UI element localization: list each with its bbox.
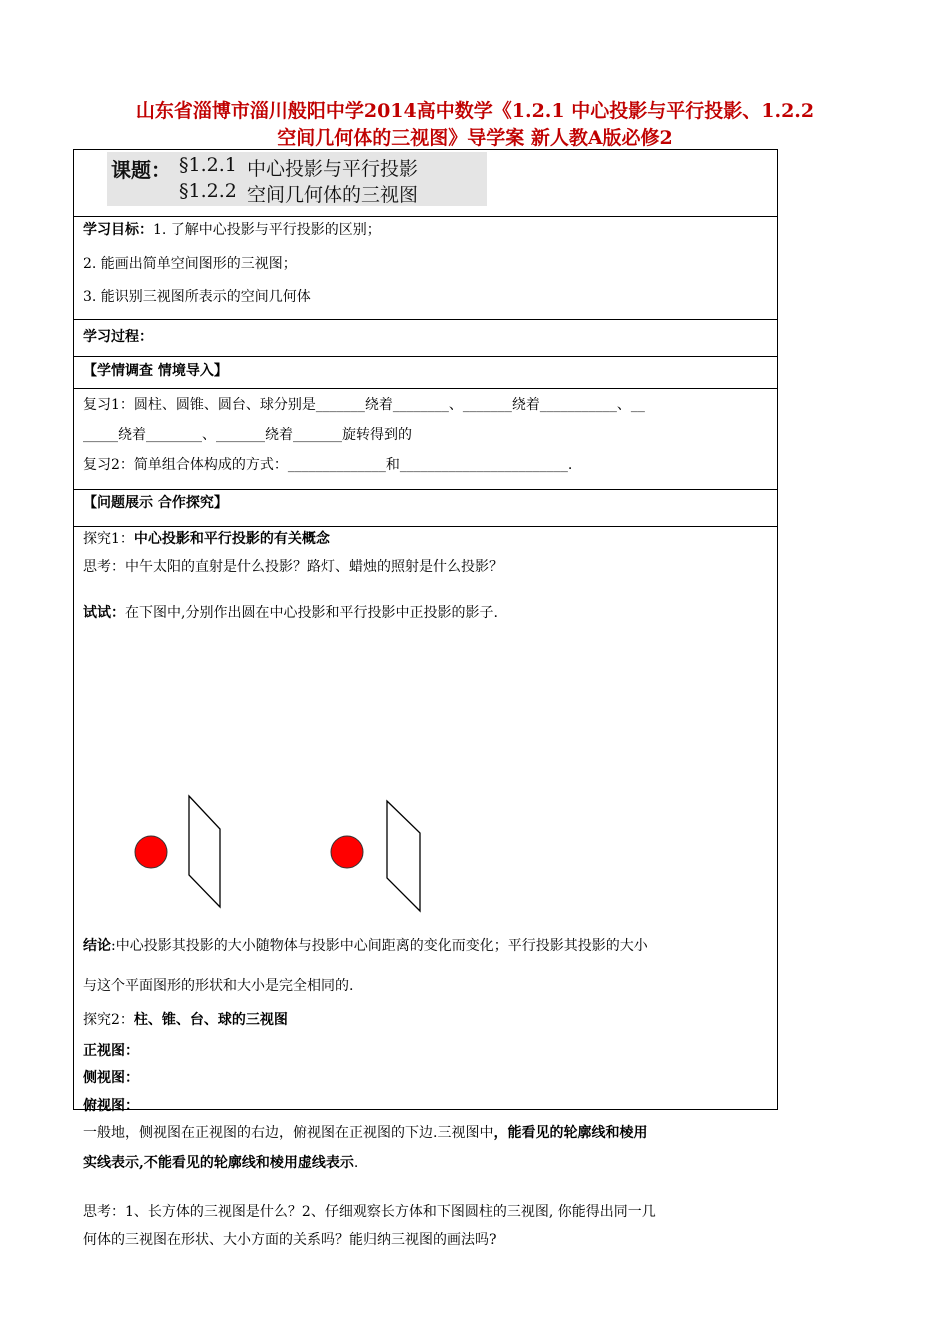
worksheet-table — [73, 149, 778, 1248]
think-2-line-2: 何体的三视图在形状、大小方面的关系吗？能归纳三视图的画法吗? — [83, 1232, 497, 1248]
goals-row — [74, 216, 777, 320]
explore-2-line — [83, 1010, 288, 1030]
goal-item-3: 3. 能识别三视图所表示的空间几何体 — [83, 289, 311, 305]
general-rule-b: ，能看见的轮廓线和棱用 — [493, 1125, 648, 1141]
section-1-title: 中心投影与平行投影 — [247, 158, 419, 180]
title-line-2: 空间几何体的三视图》导学案 新人教A版必修2 — [277, 127, 673, 149]
review-row — [74, 388, 777, 490]
process-row — [74, 319, 777, 357]
general-rule-d: . — [353, 1155, 359, 1171]
banner-row — [74, 150, 777, 217]
explore-2-label: 探究2： — [83, 1012, 134, 1028]
review-line-1: 复习1：圆柱、圆锥、圆台、球分别是_______绕着________、_______绕着___________、__ — [83, 397, 645, 413]
front-view-label: 正视图： — [83, 1043, 139, 1059]
circle-1 — [135, 836, 167, 868]
goal-item-1: 1. 了解中心投影与平行投影的区别； — [153, 222, 381, 238]
document-title — [80, 98, 870, 152]
general-rule-a: 一般地，侧视图在正视图的右边，俯视图在正视图的下边.三视图中 — [83, 1125, 494, 1141]
section-2-number: §1.2.2 — [179, 180, 237, 202]
section-2-title: 空间几何体的三视图 — [247, 184, 419, 206]
explore-1-label: 探究1： — [83, 531, 134, 547]
top-view-label: 俯视图： — [83, 1098, 139, 1114]
goals-label: 学习目标： — [83, 222, 153, 238]
goal-item-2: 2. 能画出简单空间图形的三视图； — [83, 256, 297, 272]
topic-label: 课题： — [111, 158, 171, 182]
circle-2 — [331, 836, 363, 868]
explore-1-title: 中心投影和平行投影的有关概念 — [133, 531, 330, 547]
topic-banner — [107, 152, 487, 206]
section-2-row — [74, 489, 777, 527]
think-text: 中午太阳的直射是什么投影？路灯、蜡烛的照射是什么投影？ — [125, 559, 503, 575]
projection-figures — [74, 526, 779, 786]
general-rule-line-2 — [83, 1153, 358, 1173]
projection-plane-2 — [387, 801, 420, 911]
conclusion-line-1 — [83, 936, 648, 956]
conclusion-line-2: 与这个平面图形的形状和大小是完全相同的. — [83, 978, 354, 994]
process-label: 学习过程： — [83, 329, 153, 345]
explore-2-title: 柱、锥、台、球的三视图 — [133, 1012, 288, 1028]
conclusion-label: 结论 — [83, 938, 111, 954]
review-line-2: _____绕着________、_______绕着_______旋转得到的 — [83, 427, 412, 443]
section-1-number: §1.2.1 — [179, 154, 237, 176]
section-1-heading: 【学情调查 情境导入】 — [83, 363, 228, 379]
general-rule-line-1 — [83, 1123, 647, 1143]
review-line-3: 复习2：简单组合体构成的方式：______________和________________________. — [83, 457, 573, 473]
section-1-row — [74, 356, 777, 389]
think-label: 思考： — [83, 559, 125, 575]
projection-plane-1 — [189, 796, 220, 907]
general-rule-c: 实线表示,不能看见的轮廓线和棱用虚线表示 — [83, 1155, 354, 1171]
try-text: 在下图中,分别作出圆在中心投影和平行投影中正投影的影子. — [125, 605, 498, 621]
goal-line-1 — [83, 220, 381, 240]
side-view-label: 侧视图： — [83, 1070, 139, 1086]
conclusion-text-1: :中心投影其投影的大小随物体与投影中心间距离的变化而变化；平行投影其投影的大小 — [111, 938, 648, 954]
think-2-line-1: 思考：1、长方体的三视图是什么？2、仔细观察长方体和下图圆柱的三视图, 你能得出同一几 — [83, 1204, 656, 1220]
try-label: 试试： — [83, 605, 125, 621]
explore-area — [74, 526, 777, 1248]
section-2-heading: 【问题展示 合作探究】 — [83, 495, 228, 511]
title-line-1: 山东省淄博市淄川般阳中学2014高中数学《1.2.1 中心投影与平行投影、1.2.2 — [135, 100, 815, 122]
